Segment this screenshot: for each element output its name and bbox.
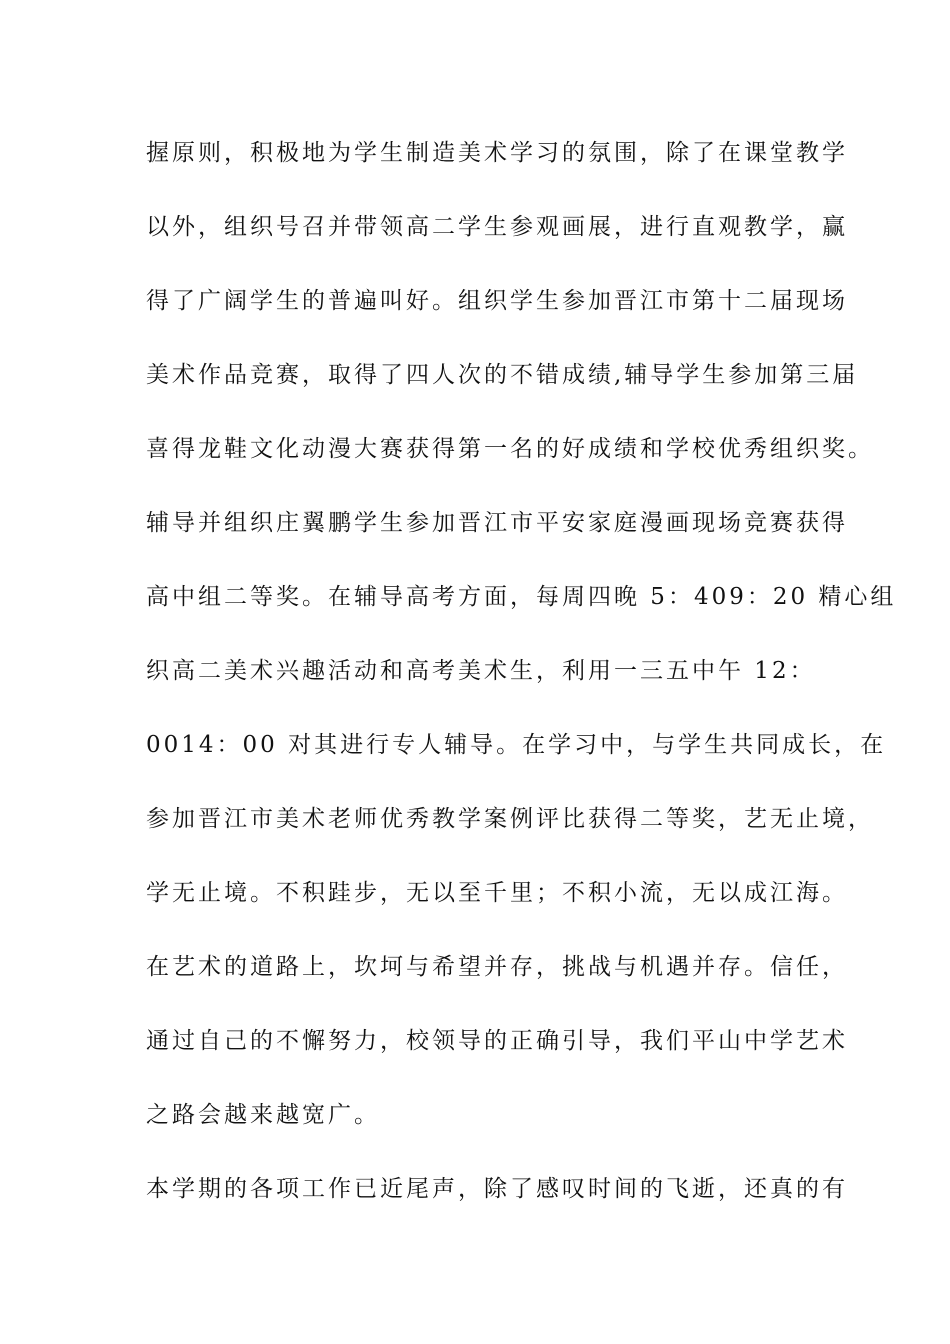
text-line: 学无止境。不积跬步，无以至千里；不积小流，无以成江海。 [146,880,848,906]
text-line: 参加晋江市美术老师优秀教学案例评比获得二等奖，艺无止境， [146,806,874,832]
text-line: 织高二美术兴趣活动和高考美术生，利用一三五中午 12： [146,658,816,684]
text-line: 得了广阔学生的普遍叫好。组织学生参加晋江市第十二届现场 [146,288,848,314]
text-line: 辅导并组织庄翼鹏学生参加晋江市平安家庭漫画现场竞赛获得 [146,510,848,536]
text-line: 高中组二等奖。在辅导高考方面，每周四晚 5：409：20 精心组 [146,584,897,610]
text-line: 通过自己的不懈努力，校领导的正确引导，我们平山中学艺术 [146,1028,848,1054]
text-line: 美术作品竞赛，取得了四人次的不错成绩,辅导学生参加第三届 [146,362,859,388]
text-line: 之路会越来越宽广。 [146,1102,380,1128]
text-line: 0014：00 对其进行专人辅导。在学习中，与学生共同成长，在 [146,732,887,758]
text-line: 在艺术的道路上，坎坷与希望并存，挑战与机遇并存。信任， [146,954,848,980]
text-line: 以外，组织号召并带领高二学生参观画展，进行直观教学，赢 [146,214,848,240]
text-line: 本学期的各项工作已近尾声，除了感叹时间的飞逝，还真的有 [146,1176,848,1202]
text-line: 喜得龙鞋文化动漫大赛获得第一名的好成绩和学校优秀组织奖。 [146,436,874,462]
text-line: 握原则，积极地为学生制造美术学习的氛围，除了在课堂教学 [146,140,848,166]
body-text [146,130,897,1240]
